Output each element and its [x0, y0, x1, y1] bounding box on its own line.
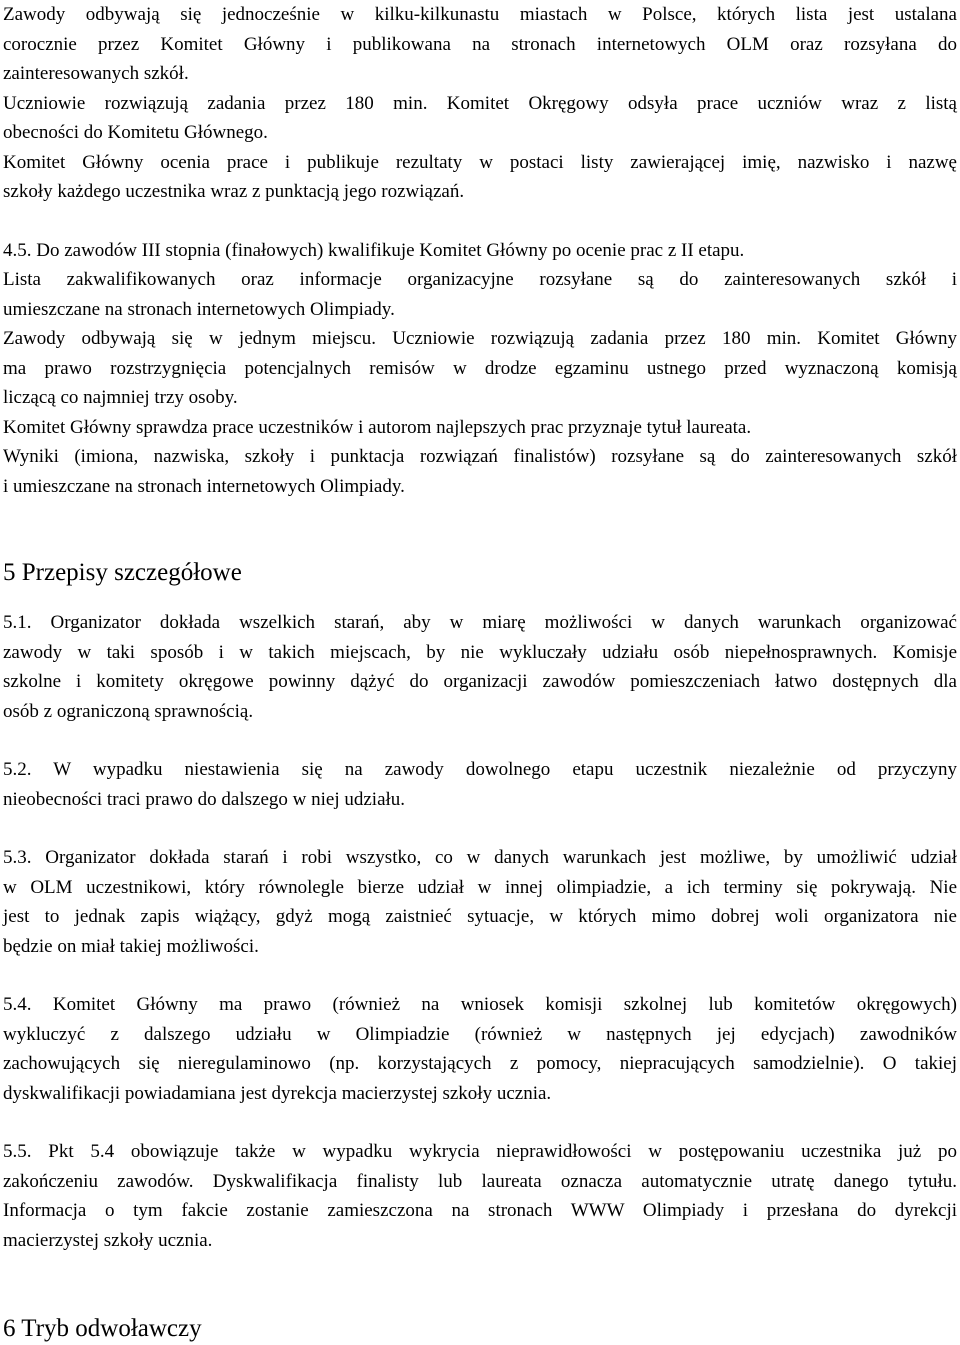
paragraph	[3, 755, 957, 814]
text-line: macierzystej szkoły ucznia.	[3, 1229, 213, 1251]
paragraph	[3, 236, 957, 266]
text-line: 5.1. Organizator dokłada wszelkich starań, aby w miarę możliwości w danych warunkach organizować	[3, 612, 957, 633]
text-line: Komitet Główny sprawdza prace uczestników i autorom najlepszych prac przyznaje tytuł laureata.	[3, 416, 752, 438]
text-line: Informacja o tym fakcie zostanie zamieszczona na stronach WWW Olimpiady i przesłana do dyrekcji	[3, 1200, 957, 1221]
paragraph	[3, 89, 957, 148]
text-line: dyskwalifikacji powiadamiana jest dyrekcja macierzystej szkoły ucznia.	[3, 1082, 552, 1104]
paragraph	[3, 843, 957, 961]
text-line: umieszczane na stronach internetowych Olimpiady.	[3, 298, 395, 320]
paragraph	[3, 442, 957, 501]
text-line: zakończeniu zawodów. Dyskwalifikacja finalisty lub laureata oznacza automatycznie utratę danego tytułu.	[3, 1170, 957, 1192]
text-line: 5.5. Pkt 5.4 obowiązuje także w wypadku wykrycia nieprawidłowości w postępowaniu uczestnika już po	[3, 1141, 957, 1162]
text-line: osób z ograniczoną sprawnością.	[3, 700, 254, 722]
text-line: 4.5. Do zawodów III stopnia (finałowych) kwalifikuje Komitet Główny po ocenie prac z II etapu.	[3, 239, 745, 261]
text-line: Uczniowie rozwiązują zadania przez 180 min. Komitet Okręgowy odsyła prace uczniów wraz z listą	[3, 92, 957, 114]
text-line: 5.4. Komitet Główny ma prawo (również na wniosek komisji szkolnej lub komitetów okręgowych)	[3, 994, 957, 1015]
document-page	[3, 0, 957, 1345]
text-line: ma prawo rozstrzygnięcia potencjalnych remisów w drodze egzaminu ustnego przed wyznaczoną komisją	[3, 357, 957, 379]
paragraph	[3, 413, 957, 443]
section-heading: 6 Tryb odwoławczy	[3, 1315, 202, 1342]
paragraph	[3, 148, 957, 207]
text-line: szkoły każdego uczestnika wraz z punktacją jego rozwiązań.	[3, 181, 465, 202]
text-line: Zawody odbywają się jednocześnie w kilku-kilkunastu miastach w Polsce, których lista jest ustalana	[3, 4, 957, 25]
text-line: Lista zakwalifikowanych oraz informacje organizacyjne rozsyłane są do zainteresowanych szkół i	[3, 269, 957, 290]
section-4-5	[3, 236, 957, 502]
text-line: Wyniki (imiona, nazwiska, szkoły i punktacja rozwiązań finalistów) rozsyłane są do zainteresowanych szkół	[3, 446, 957, 467]
text-line: corocznie przez Komitet Główny i publikowana na stronach internetowych OLM oraz rozsyłana do	[3, 33, 957, 55]
paragraph	[3, 324, 957, 413]
text-line: 5.2. W wypadku niestawienia się na zawody dowolnego etapu uczestnik niezależnie od przyczyny	[3, 759, 957, 780]
paragraph	[3, 990, 957, 1108]
text-line: szkolne i komitety okręgowe powinny dążyć do organizacji zawodów pomieszczeniach łatwo dostępnych dla	[3, 671, 957, 692]
text-line: Zawody odbywają się w jednym miejscu. Uczniowie rozwiązują zadania przez 180 min. Komitet Główny	[3, 328, 957, 349]
text-line: będzie on miał takiej możliwości.	[3, 935, 259, 957]
text-line: liczącą co najmniej trzy osoby.	[3, 387, 238, 408]
paragraph	[3, 1137, 957, 1255]
paragraph	[3, 608, 957, 726]
text-line: zachowujących się nieregulaminowo (np. korzystających z pomocy, niepracujących samodzielnie). O takiej	[3, 1053, 957, 1074]
text-line: i umieszczane na stronach internetowych Olimpiady.	[3, 475, 405, 497]
text-line: Komitet Główny ocenia prace i publikuje rezultaty w postaci listy zawierającej imię, nazwisko i nazwę	[3, 151, 957, 173]
text-line: w OLM uczestnikowi, który równolegle bierze udział w innej olimpiadzie, a ich terminy się pokrywają. Nie	[3, 876, 957, 898]
section-5	[3, 608, 957, 1255]
text-line: 5.3. Organizator dokłada starań i robi wszystko, co w danych warunkach jest możliwe, by umożliwić udział	[3, 847, 957, 868]
text-line: zawody w taki sposób i w takich miejscach, by nie wykluczały udziału osób niepełnosprawnych. Komisje	[3, 641, 957, 663]
text-line: nieobecności traci prawo do dalszego w niej udziału.	[3, 788, 406, 810]
paragraph	[3, 265, 957, 324]
text-line: wykluczyć z dalszego udziału w Olimpiadzie (również w następnych jej edycjach) zawodników	[3, 1023, 957, 1045]
paragraph	[3, 0, 957, 89]
text-line: obecności do Komitetu Głównego.	[3, 122, 268, 143]
text-line: zainteresowanych szkół.	[3, 63, 189, 84]
text-line: jest to jednak zapis wiążący, gdyż mogą zaistnieć sytuacje, w których mimo dobrej woli organizatora nie	[3, 906, 957, 927]
top-paragraphs	[3, 0, 957, 207]
section-heading: 5 Przepisy szczegółowe	[3, 559, 242, 586]
